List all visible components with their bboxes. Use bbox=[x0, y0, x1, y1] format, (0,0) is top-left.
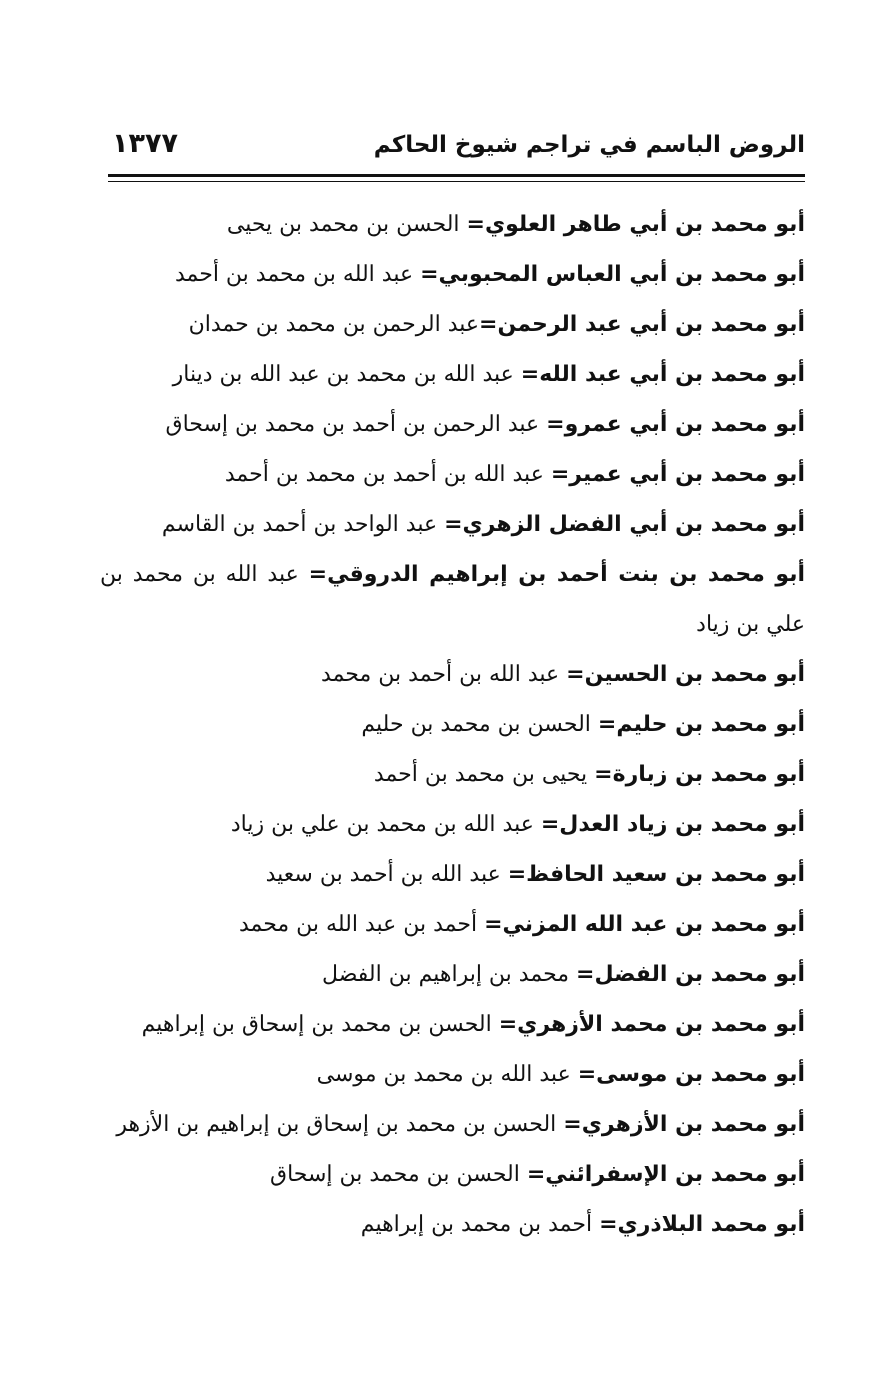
entry-name: أبو محمد بن الحسين= bbox=[566, 662, 805, 687]
entry-value: الحسن بن محمد بن إسحاق بن إبراهيم bbox=[141, 1012, 499, 1037]
entry-line bbox=[100, 500, 805, 550]
entry-value: عبد الله بن محمد بن موسى bbox=[316, 1062, 578, 1087]
entry-name: أبو محمد بن عبد الله المزني= bbox=[484, 912, 805, 937]
entry-value: الحسن بن محمد بن حليم bbox=[361, 712, 598, 737]
entry-line bbox=[100, 900, 805, 950]
entry-name: أبو محمد بن حليم= bbox=[597, 712, 805, 737]
entry-value: عبد الله بن محمد بن أحمد bbox=[174, 262, 421, 287]
entry-line bbox=[100, 1200, 805, 1250]
page-header bbox=[108, 128, 805, 170]
entry-name: أبو محمد بن الإسفرائني= bbox=[526, 1162, 805, 1187]
entry-line bbox=[100, 300, 805, 350]
entry-line bbox=[100, 700, 805, 750]
entry-line bbox=[100, 400, 805, 450]
entry-line bbox=[100, 1000, 805, 1050]
entry-value: أحمد بن عبد الله بن محمد bbox=[238, 912, 485, 937]
entry-value: محمد بن إبراهيم بن الفضل bbox=[322, 962, 577, 987]
entry-name: أبو محمد بن الفضل= bbox=[576, 962, 805, 987]
entry-name: أبو محمد بن أبي عمرو= bbox=[546, 412, 805, 437]
entry-name: أبو محمد بن أبي العباس المحبوبي= bbox=[420, 262, 805, 287]
entry-value: الحسن بن محمد بن يحيى bbox=[226, 212, 467, 237]
entry-name: أبو محمد البلاذري= bbox=[599, 1212, 805, 1237]
entry-value: أحمد بن محمد بن إبراهيم bbox=[360, 1212, 600, 1237]
entry-name: أبو محمد بن أبي عبد الرحمن= bbox=[479, 312, 805, 337]
entry-line-wrapped bbox=[100, 550, 805, 650]
entry-line bbox=[100, 250, 805, 300]
header-rule-thin bbox=[108, 181, 805, 182]
page-number: ١٣٧٧ bbox=[112, 128, 178, 159]
entry-line bbox=[100, 1100, 805, 1150]
entry-name: أبو محمد بن أبي طاهر العلوي= bbox=[466, 212, 805, 237]
entry-name: أبو محمد بن أبي عبد الله= bbox=[520, 362, 805, 387]
entry-line bbox=[100, 800, 805, 850]
entry-name: أبو محمد بن محمد الأزهري= bbox=[498, 1012, 805, 1037]
entry-line bbox=[100, 650, 805, 700]
entry-name: أبو محمد بن الأزهري= bbox=[563, 1112, 805, 1137]
entry-line bbox=[100, 1150, 805, 1200]
entry-line bbox=[100, 450, 805, 500]
entry-value: عبد الرحمن بن محمد بن حمدان bbox=[188, 312, 480, 337]
running-title: الروض الباسم في تراجم شيوخ الحاكم bbox=[373, 132, 805, 158]
entry-line bbox=[100, 1050, 805, 1100]
entry-value: عبد الله بن أحمد بن محمد bbox=[321, 662, 567, 687]
entry-name: أبو محمد بن بنت أحمد بن إبراهيم الدروقي= bbox=[308, 562, 805, 587]
entry-line bbox=[100, 750, 805, 800]
entry-value: عبد الواحد بن أحمد بن القاسم bbox=[161, 512, 445, 537]
entry-name: أبو محمد بن أبي الفضل الزهري= bbox=[444, 512, 805, 537]
entry-value: الحسن بن محمد بن إسحاق بن إبراهيم بن الأزهر bbox=[116, 1112, 564, 1137]
entry-line bbox=[100, 350, 805, 400]
entry-value: الحسن بن محمد بن إسحاق bbox=[270, 1162, 527, 1187]
entry-value: عبد الله بن أحمد بن سعيد bbox=[265, 862, 508, 887]
entry-value: عبد الله بن محمد بن عبد الله بن دينار bbox=[172, 362, 521, 387]
entry-name: أبو محمد بن موسى= bbox=[577, 1062, 805, 1087]
header-rule-thick bbox=[108, 174, 805, 177]
entry-value: يحيى بن محمد بن أحمد bbox=[373, 762, 595, 787]
entry-name: أبو محمد بن زياد العدل= bbox=[540, 812, 805, 837]
entry-list bbox=[100, 200, 805, 1250]
entry-value: عبد الله بن أحمد بن محمد بن أحمد bbox=[224, 462, 551, 487]
entry-name: أبو محمد بن سعيد الحافظ= bbox=[507, 862, 805, 887]
entry-line bbox=[100, 950, 805, 1000]
entry-name: أبو محمد بن أبي عمير= bbox=[550, 462, 805, 487]
entry-value: عبد الله بن محمد بن علي بن زياد bbox=[230, 812, 541, 837]
entry-value: عبد الرحمن بن أحمد بن محمد بن إسحاق bbox=[165, 412, 547, 437]
entry-name: أبو محمد بن زبارة= bbox=[594, 762, 805, 787]
entry-value: عبد الله بن محمد بن علي بن زياد bbox=[100, 562, 805, 637]
entry-line bbox=[100, 200, 805, 250]
entry-line bbox=[100, 850, 805, 900]
